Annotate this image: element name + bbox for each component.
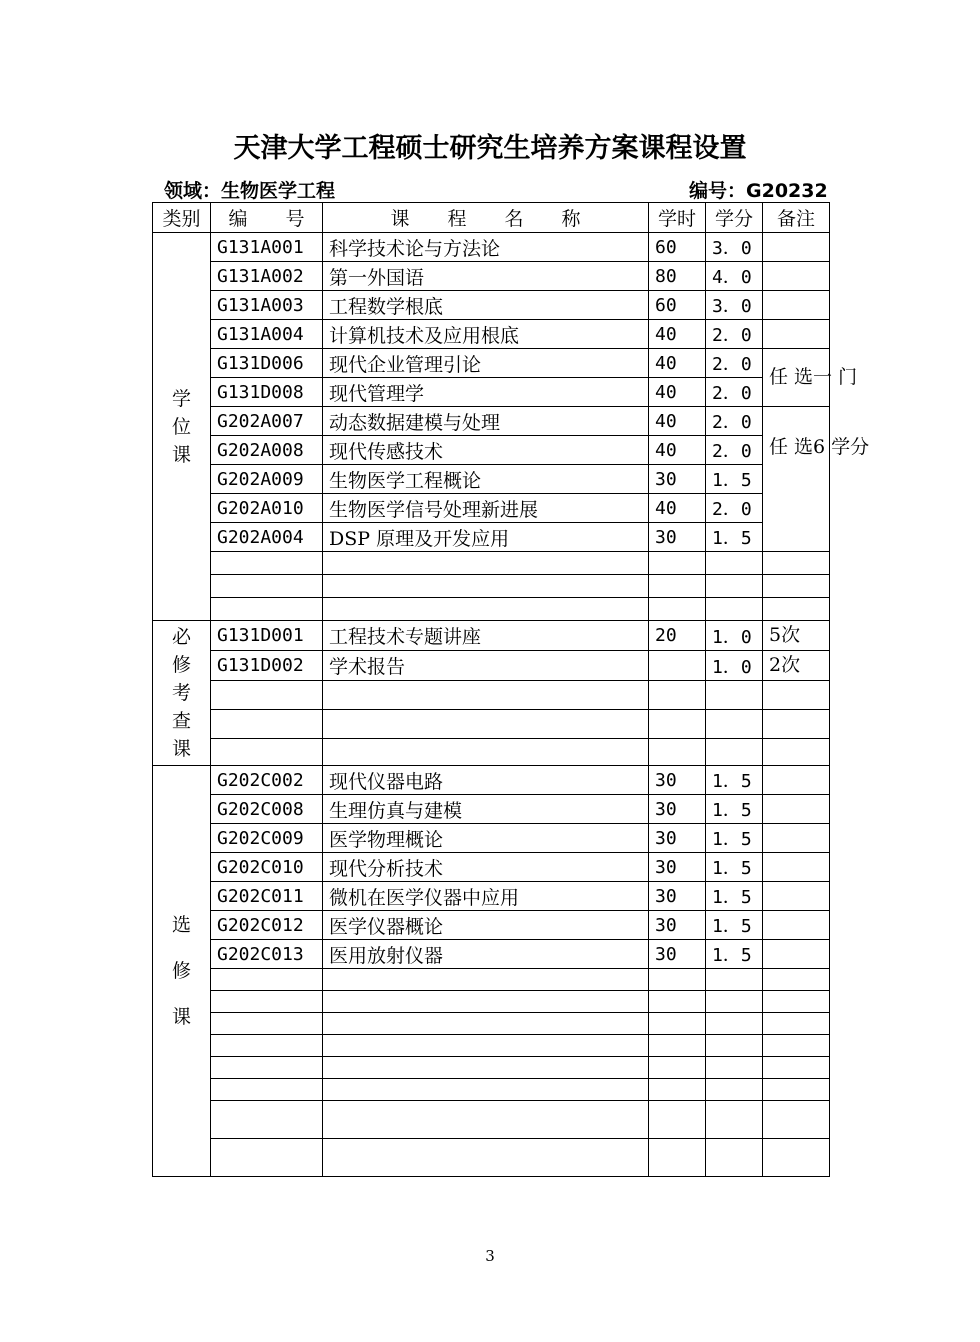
category-label: 必修考查课 <box>171 626 191 760</box>
table-row <box>153 320 830 349</box>
course-credits: 1．5 <box>706 853 763 882</box>
course-name: 医学仪器概论 <box>323 911 649 940</box>
course-code <box>211 1057 323 1079</box>
course-hours: 30 <box>649 523 706 552</box>
table-header-row <box>153 203 830 233</box>
course-code: G202C012 <box>211 911 323 940</box>
course-name: 生物医学信号处理新进展 <box>323 494 649 523</box>
course-hours: 40 <box>649 407 706 436</box>
course-code: G131D001 <box>211 621 323 651</box>
course-code: G202C008 <box>211 795 323 824</box>
category-cell <box>153 766 211 1177</box>
notes-cell <box>763 824 830 853</box>
course-name: 计算机技术及应用根底 <box>323 320 649 349</box>
course-code: G131D008 <box>211 378 323 407</box>
program-code: 编号：G20232 <box>689 180 828 202</box>
course-name <box>323 1057 649 1079</box>
table-row <box>153 378 830 407</box>
category-label: 学 位 课 <box>171 387 211 466</box>
course-table <box>152 202 870 1177</box>
notes-cell: 5次 <box>763 621 830 651</box>
course-hours: 30 <box>649 795 706 824</box>
course-code: G202C009 <box>211 824 323 853</box>
course-hours <box>649 1057 706 1079</box>
course-name: 现代分析技术 <box>323 853 649 882</box>
course-code: G202A009 <box>211 465 323 494</box>
course-name <box>323 1101 649 1139</box>
course-hours: 30 <box>649 853 706 882</box>
course-hours: 40 <box>649 378 706 407</box>
course-name <box>323 1079 649 1101</box>
table-row <box>153 991 830 1013</box>
course-name <box>323 1035 649 1057</box>
notes-cell <box>763 969 830 991</box>
note-choose-one: 任 选一 门 <box>769 366 858 388</box>
course-name: 现代传感技术 <box>323 436 649 465</box>
course-code <box>211 1079 323 1101</box>
course-code <box>211 1035 323 1057</box>
header-credits: 学分 <box>706 203 763 233</box>
course-code: G202A004 <box>211 523 323 552</box>
course-name: 工程技术专题讲座 <box>323 621 649 651</box>
course-credits <box>706 710 763 739</box>
notes-cell <box>763 882 830 911</box>
notes-cell <box>763 1079 830 1101</box>
table-row <box>153 494 830 523</box>
course-name <box>323 575 649 598</box>
category-label: 选 修 课 <box>171 914 211 1028</box>
course-credits: 2．0 <box>706 436 763 465</box>
course-hours: 60 <box>649 291 706 320</box>
course-name: DSP 原理及开发应用 <box>323 523 649 552</box>
course-name: 学术报告 <box>323 651 649 681</box>
course-hours <box>649 552 706 575</box>
course-name <box>323 969 649 991</box>
course-hours: 30 <box>649 911 706 940</box>
course-credits <box>706 991 763 1013</box>
course-name: 科学技术论与方法论 <box>323 233 649 262</box>
table-row <box>153 853 830 882</box>
course-code <box>211 552 323 575</box>
course-code <box>211 991 323 1013</box>
course-code: G131D006 <box>211 349 323 378</box>
course-credits <box>706 681 763 710</box>
course-code: G202C011 <box>211 882 323 911</box>
course-code: G202A007 <box>211 407 323 436</box>
course-hours <box>649 598 706 621</box>
notes-cell <box>763 795 830 824</box>
notes-cell <box>763 710 830 739</box>
course-code: G202C013 <box>211 940 323 969</box>
course-credits: 3．0 <box>706 291 763 320</box>
table-row <box>153 407 830 436</box>
table-row <box>153 465 830 494</box>
table-row <box>153 911 830 940</box>
course-credits: 1．0 <box>706 651 763 681</box>
course-hours: 80 <box>649 262 706 291</box>
table-row <box>153 262 830 291</box>
course-name: 工程数学根底 <box>323 291 649 320</box>
table-row <box>153 233 830 262</box>
course-credits: 2．0 <box>706 494 763 523</box>
course-code: G131A003 <box>211 291 323 320</box>
course-credits: 1．0 <box>706 621 763 651</box>
header-notes: 备注 <box>763 203 830 233</box>
notes-cell <box>763 291 830 320</box>
table-row <box>153 681 830 710</box>
course-code: G131D002 <box>211 651 323 681</box>
course-hours: 30 <box>649 882 706 911</box>
header-name: 课 程 名 称 <box>323 203 649 233</box>
course-name: 微机在医学仪器中应用 <box>323 882 649 911</box>
notes-cell <box>763 911 830 940</box>
course-hours: 20 <box>649 621 706 651</box>
course-name: 医学物理概论 <box>323 824 649 853</box>
course-code <box>211 575 323 598</box>
course-credits: 1．5 <box>706 795 763 824</box>
course-hours <box>649 1035 706 1057</box>
course-name: 生物医学工程概论 <box>323 465 649 494</box>
table-row <box>153 291 830 320</box>
course-code <box>211 710 323 739</box>
notes-cell <box>763 552 830 575</box>
course-code <box>211 739 323 766</box>
table-row <box>153 882 830 911</box>
course-code <box>211 1013 323 1035</box>
course-credits <box>706 575 763 598</box>
page-number: 3 <box>485 1247 495 1265</box>
elective-course-section <box>153 766 830 1177</box>
notes-cell <box>763 1035 830 1057</box>
course-hours <box>649 991 706 1013</box>
course-credits: 2．0 <box>706 349 763 378</box>
course-credits: 1．5 <box>706 882 763 911</box>
course-name <box>323 739 649 766</box>
course-hours: 40 <box>649 436 706 465</box>
field-label: 领域：生物医学工程 <box>164 180 336 202</box>
notes-cell <box>763 1013 830 1035</box>
course-code <box>211 681 323 710</box>
course-name <box>323 1139 649 1177</box>
course-code <box>211 969 323 991</box>
table-row <box>153 795 830 824</box>
table-row <box>153 766 830 795</box>
course-hours <box>649 739 706 766</box>
course-name: 动态数据建模与处理 <box>323 407 649 436</box>
course-code: G202A010 <box>211 494 323 523</box>
course-name <box>323 991 649 1013</box>
course-code: G131A001 <box>211 233 323 262</box>
notes-cell <box>763 233 830 262</box>
course-credits: 3．0 <box>706 233 763 262</box>
notes-cell <box>763 681 830 710</box>
notes-cell <box>763 349 858 407</box>
course-credits: 2．0 <box>706 378 763 407</box>
course-code: G131A004 <box>211 320 323 349</box>
course-credits <box>706 1079 763 1101</box>
course-credits <box>706 969 763 991</box>
notes-cell <box>763 739 830 766</box>
notes-cell: 2次 <box>763 651 830 681</box>
notes-cell <box>763 1057 830 1079</box>
course-name: 现代企业管理引论 <box>323 349 649 378</box>
course-name <box>323 710 649 739</box>
course-name: 现代管理学 <box>323 378 649 407</box>
header-category: 类别 <box>153 203 211 233</box>
course-credits <box>706 1139 763 1177</box>
course-credits: 1．5 <box>706 940 763 969</box>
table-row <box>153 940 830 969</box>
course-credits <box>706 1013 763 1035</box>
course-credits: 2．0 <box>706 407 763 436</box>
course-code <box>211 598 323 621</box>
table-row <box>153 1079 830 1101</box>
course-credits: 1．5 <box>706 523 763 552</box>
course-name: 第一外国语 <box>323 262 649 291</box>
page-title: 天津大学工程硕士研究生培养方案课程设置 <box>233 133 747 164</box>
course-credits: 2．0 <box>706 320 763 349</box>
table-row <box>153 1139 830 1177</box>
notes-cell <box>763 1139 830 1177</box>
course-credits: 1．5 <box>706 824 763 853</box>
course-hours <box>649 1079 706 1101</box>
course-hours: 40 <box>649 494 706 523</box>
notes-cell <box>763 262 830 291</box>
course-credits <box>706 1035 763 1057</box>
notes-cell <box>763 940 830 969</box>
notes-cell <box>763 320 830 349</box>
table-row <box>153 739 830 766</box>
course-credits <box>706 598 763 621</box>
course-hours: 40 <box>649 320 706 349</box>
course-name: 医用放射仪器 <box>323 940 649 969</box>
course-hours: 30 <box>649 824 706 853</box>
course-credits <box>706 1101 763 1139</box>
header-code: 编 号 <box>211 203 323 233</box>
course-name <box>323 552 649 575</box>
course-hours <box>649 651 706 681</box>
course-hours <box>649 1013 706 1035</box>
table-row <box>153 1057 830 1079</box>
table-row <box>153 1101 830 1139</box>
category-cell <box>153 233 211 621</box>
table-row <box>153 575 830 598</box>
course-hours: 60 <box>649 233 706 262</box>
course-code <box>211 1139 323 1177</box>
course-hours <box>649 969 706 991</box>
course-hours: 40 <box>649 349 706 378</box>
course-hours <box>649 1139 706 1177</box>
course-credits: 1．5 <box>706 911 763 940</box>
course-credits: 4．0 <box>706 262 763 291</box>
table-row <box>153 523 830 552</box>
table-row <box>153 621 830 651</box>
table-row <box>153 1035 830 1057</box>
course-name: 现代仪器电路 <box>323 766 649 795</box>
course-hours <box>649 710 706 739</box>
table-row <box>153 436 830 465</box>
notes-cell <box>763 766 830 795</box>
table-row <box>153 969 830 991</box>
notes-cell <box>763 575 830 598</box>
course-name <box>323 1013 649 1035</box>
table-row <box>153 598 830 621</box>
course-hours <box>649 1101 706 1139</box>
table-row <box>153 1013 830 1035</box>
notes-cell <box>763 853 830 882</box>
course-hours <box>649 681 706 710</box>
table-row <box>153 824 830 853</box>
course-name <box>323 598 649 621</box>
table-row <box>153 552 830 575</box>
course-credits: 1．5 <box>706 465 763 494</box>
course-name <box>323 681 649 710</box>
notes-cell <box>763 407 870 552</box>
course-code: G131A002 <box>211 262 323 291</box>
course-hours: 30 <box>649 940 706 969</box>
course-code: G202C002 <box>211 766 323 795</box>
course-code <box>211 1101 323 1139</box>
course-hours: 30 <box>649 766 706 795</box>
course-code: G202C010 <box>211 853 323 882</box>
course-hours: 30 <box>649 465 706 494</box>
course-name: 生理仿真与建模 <box>323 795 649 824</box>
course-hours <box>649 575 706 598</box>
table-row <box>153 710 830 739</box>
course-credits <box>706 739 763 766</box>
notes-cell <box>763 1101 830 1139</box>
header-hours: 学时 <box>649 203 706 233</box>
course-credits <box>706 1057 763 1079</box>
course-credits <box>706 552 763 575</box>
table-row <box>153 349 830 378</box>
note-choose-six: 任 选6 学分 <box>769 436 870 458</box>
course-credits: 1．5 <box>706 766 763 795</box>
notes-cell <box>763 598 830 621</box>
course-code: G202A008 <box>211 436 323 465</box>
required-course-section <box>153 621 830 766</box>
notes-cell <box>763 991 830 1013</box>
category-cell <box>153 621 211 766</box>
table-row <box>153 651 830 681</box>
degree-course-section <box>153 233 870 621</box>
